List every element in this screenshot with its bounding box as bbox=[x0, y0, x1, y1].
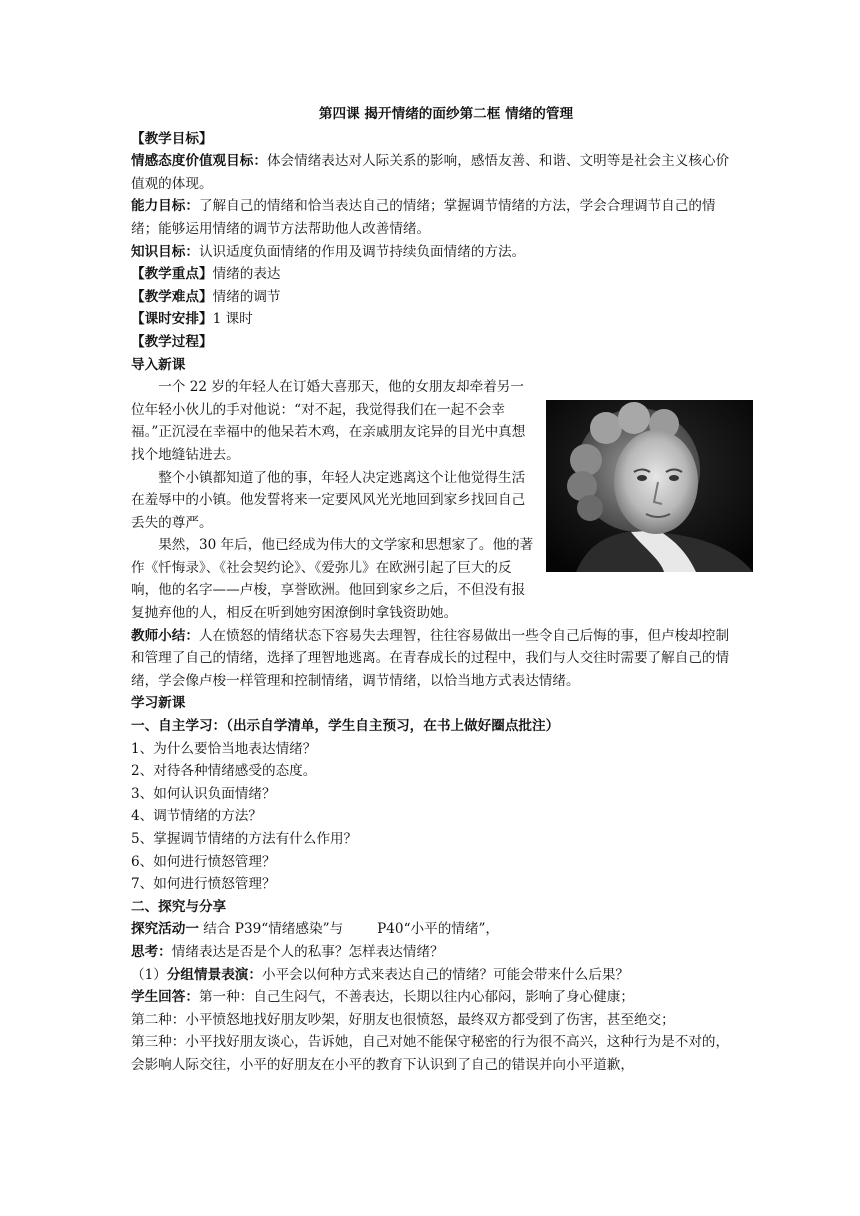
question-item: 5、掌握调节情绪的方法有什么作用？ bbox=[131, 831, 358, 847]
thinking-line bbox=[131, 941, 741, 964]
role-play-label: 分组情景表演： bbox=[166, 966, 262, 983]
question-item: 2、对待各种情绪感受的态度。 bbox=[131, 763, 317, 780]
key-point-label: 【教学重点】 bbox=[131, 266, 213, 283]
section1-heading: 一、自主学习：（出示自学清单，学生自主预习，在书上做好圈点批注） bbox=[131, 718, 560, 735]
answer-line bbox=[131, 986, 741, 1009]
document-page bbox=[131, 103, 741, 1077]
intro-paragraph: 整个小镇都知道了他的事，年轻人决定逃离这个让他觉得生活在羞辱中的小镇。他发誓将来一定要风风光光地回到家乡找回自己丢失的尊严。 bbox=[131, 469, 526, 531]
goal-text: 了解自己的情绪和恰当表达自己的情绪；掌握调节情绪的方法，学会合理调节自己的情绪；能够运用情绪的调节方法帮助他人改善情绪。 bbox=[131, 198, 716, 237]
question-item: 6、如何进行愤怒管理？ bbox=[131, 853, 276, 870]
goal-label: 能力目标： bbox=[131, 198, 199, 215]
goal-emotion bbox=[131, 150, 741, 195]
role-play-text: 小平会以何种方式来表达自己的情绪？可能会带来什么后果？ bbox=[262, 966, 630, 983]
answer-line-2: 第二种：小平愤怒地找好朋友吵架，好朋友也很愤怒，最终双方都受到了伤害，甚至绝交； bbox=[131, 1011, 675, 1028]
answer-label: 学生回答： bbox=[131, 989, 199, 1006]
teaching-goals-heading: 【教学目标】 bbox=[131, 130, 213, 147]
goal-label: 知识目标： bbox=[131, 243, 199, 260]
intro-paragraph: 一个 22 岁的年轻人在订婚大喜那天，他的女朋友却牵着另一位年轻小伙儿的手对他说：“对不起，我觉得我们在一起不会幸福。”正沉浸在幸福中的他呆若木鸡，在亲戚朋友诧异的目光中真想找个地缝钻进去。 bbox=[131, 379, 526, 463]
answer-line-3: 第三种：小平找好朋友谈心，告诉她，自己对她不能保守秘密的行为很不高兴，这种行为是不对的，会影响人际交往，小平的好朋友在小平的教育下认识到了自己的错误并向小平道歉， bbox=[131, 1034, 730, 1073]
activity-label: 探究活动一 bbox=[131, 921, 199, 938]
lesson-title: 第四课 揭开情绪的面纱第二框 情绪的管理 bbox=[318, 106, 574, 122]
role-play-prefix: （1） bbox=[131, 966, 167, 983]
thinking-text: 情绪表达是否是个人的私事？怎样表达情绪？ bbox=[171, 943, 444, 960]
goal-knowledge bbox=[131, 241, 741, 264]
key-point bbox=[131, 263, 741, 286]
answer-text: 第一种：自己生闷气，不善表达，长期以往内心郁闷，影响了身心健康； bbox=[198, 989, 634, 1006]
activity-text-a: 结合 P39“情绪感染”与 bbox=[198, 921, 344, 938]
schedule-text: 1 课时 bbox=[212, 311, 253, 328]
section2-heading: 二、探究与分享 bbox=[131, 898, 227, 915]
difficult-point-text: 情绪的调节 bbox=[212, 288, 281, 305]
process-heading: 【教学过程】 bbox=[131, 333, 213, 350]
goal-label: 情感态度价值观目标： bbox=[131, 153, 267, 170]
new-lesson-heading: 学习新课 bbox=[131, 695, 186, 712]
thinking-label: 思考： bbox=[131, 943, 172, 960]
teacher-summary bbox=[131, 625, 741, 693]
goal-text: 体会情绪表达对人际关系的影响，感悟友善、和谐、文明等是社会主义核心价值观的体现。 bbox=[131, 153, 730, 192]
difficult-point bbox=[131, 286, 741, 309]
activity-text-b: P40“小平的情绪”， bbox=[377, 921, 500, 938]
teacher-summary-text: 人在愤怒的情绪状态下容易失去理智，往往容易做出一些令自己后悔的事，但卢梭却控制和管理了自己的情绪，选择了理智地逃离。在青春成长的过程中，我们与人交往时需要了解自己的情绪，学会像卢梭一样管理和控制情绪，调节情绪，以恰当地方式表达情绪。 bbox=[131, 627, 730, 689]
difficult-point-label: 【教学难点】 bbox=[131, 288, 213, 305]
activity-line bbox=[131, 918, 741, 941]
role-play-line bbox=[131, 964, 741, 987]
rousseau-portrait bbox=[546, 400, 753, 572]
question-item: 4、调节情绪的方法？ bbox=[131, 808, 262, 825]
question-item: 7、如何进行愤怒管理？ bbox=[131, 876, 276, 893]
question-item: 1、为什么要恰当地表达情绪？ bbox=[131, 740, 317, 757]
intro-paragraph: 果然，30 年后，他已经成为伟大的文学家和思想家了。他的著作《忏悔录》、《社会契约论》、《爱弥儿》在欧洲引起了巨大的反响，他的名字——卢梭，享誉欧洲。他回到家乡之后，不但没有报复抛弃他的人，相反在听到她穷困潦倒时拿钱资助她。 bbox=[131, 537, 534, 622]
goal-text: 认识适度负面情绪的作用及调节持续负面情绪的方法。 bbox=[198, 243, 526, 260]
teacher-summary-label: 教师小结： bbox=[131, 627, 199, 644]
intro-story bbox=[131, 376, 536, 625]
goal-ability bbox=[131, 195, 741, 240]
intro-heading: 导入新课 bbox=[131, 356, 186, 373]
schedule bbox=[131, 308, 741, 331]
intro-section bbox=[131, 376, 741, 625]
question-item: 3、如何认识负面情绪？ bbox=[131, 785, 276, 802]
key-point-text: 情绪的表达 bbox=[212, 266, 281, 283]
schedule-label: 【课时安排】 bbox=[131, 311, 213, 328]
